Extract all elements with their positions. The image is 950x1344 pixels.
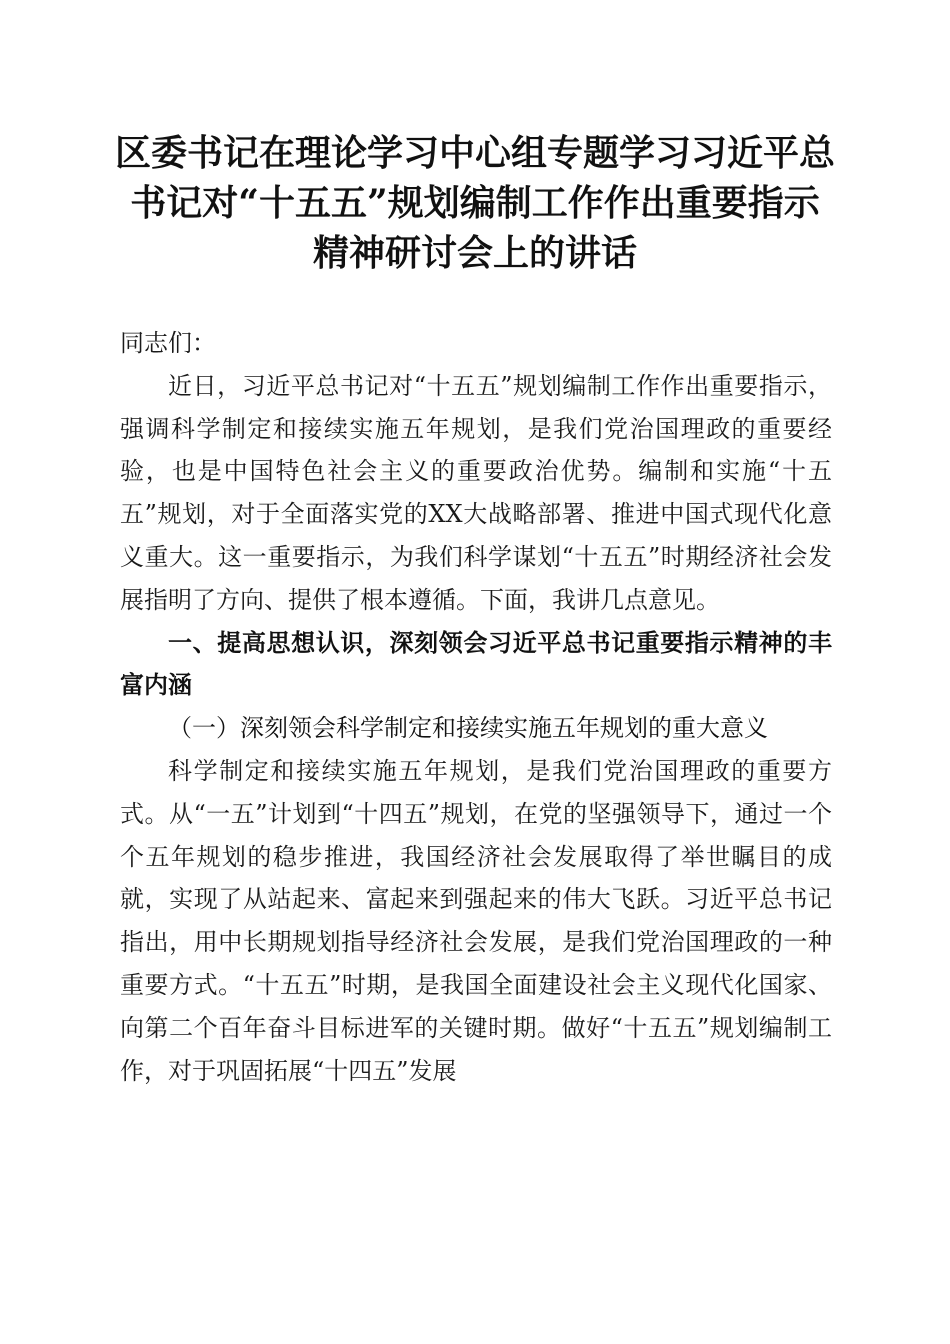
document-body [120, 322, 832, 1092]
title-line-2: 书记对“十五五”规划编制工作作出重要指示 [130, 182, 820, 224]
intro-paragraph: 近日，习近平总书记对“十五五”规划编制工作作出重要指示，强调科学制定和接续实施五年规划，是我们党治国理政的重要经验，也是中国特色社会主义的重要政治优势。编制和实施“十五五”规划，对于全面落实党的XX大战略部署、推进中国式现代化意义重大。这一重要指示，为我们科学谋划“十五五”时期经济社会发展指明了方向、提供了根本遵循。下面，我讲几点意见。 [120, 371, 832, 614]
title-line-3: 精神研讨会上的讲话 [312, 232, 637, 274]
title-line-1: 区委书记在理论学习中心组专题学习习近平总 [114, 132, 835, 174]
section-heading-1: 一、提高思想认识，深刻领会习近平总书记重要指示精神的丰富内涵 [120, 628, 832, 700]
document-title [110, 128, 840, 278]
subsection-heading-1: （一）深刻领会科学制定和接续实施五年规划的重大意义 [168, 714, 768, 743]
salutation: 同志们： [120, 329, 216, 357]
section-1-paragraph: 科学制定和接续实施五年规划，是我们党治国理政的重要方式。从“一五”计划到“十四五”规划，在党的坚强领导下，通过一个个五年规划的稳步推进，我国经济社会发展取得了举世瞩目的成就，实现了从站起来、富起来到强起来的伟大飞跃。习近平总书记指出，用中长期规划指导经济社会发展，是我们党治国理政的一种重要方式。“十五五”时期，是我国全面建设社会主义现代化国家、向第二个百年奋斗目标进军的关键时期。做好“十五五”规划编制工作，对于巩固拓展“十四五”发展 [120, 756, 832, 1085]
